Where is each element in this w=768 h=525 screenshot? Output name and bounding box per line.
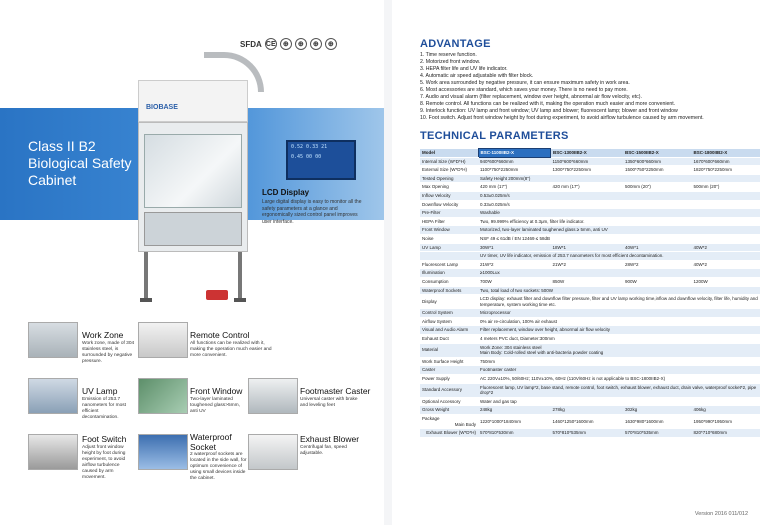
spec-value: [478, 343, 760, 357]
spec-row: [420, 269, 760, 278]
spec-row: [420, 366, 760, 375]
spec-value: 18W*1: [551, 243, 624, 252]
feature-title: Waterproof Socket: [190, 432, 232, 452]
brand-logo: BIOBASE: [146, 104, 178, 111]
spec-row: [420, 415, 760, 429]
spec-value: 1630*980*1600mm: [623, 415, 691, 429]
spec-value: 570*810*535mm: [623, 429, 691, 438]
spec-value: 420 mm (17"): [478, 183, 551, 192]
spec-row: [420, 226, 760, 235]
spec-value: [478, 191, 760, 200]
spec-label: Material: [420, 343, 478, 357]
spec-value: [478, 383, 760, 397]
cert-mark-1: ⊕: [280, 38, 292, 50]
product-title-line: Biological Safety: [28, 155, 132, 171]
spec-row: [420, 429, 760, 438]
cert-mark-2: ⊕: [295, 38, 307, 50]
caster-foot: [140, 298, 152, 302]
spec-label: Waterproof Sockets: [420, 286, 478, 295]
spec-row: [420, 149, 760, 158]
spec-row: [420, 375, 760, 384]
spec-value: 40W*2: [691, 260, 760, 269]
spec-row: [420, 157, 760, 166]
spec-label: Max Opening: [420, 183, 478, 192]
spec-value: BSC-1100IIB2-X: [478, 149, 551, 158]
spec-value: 406kg: [691, 406, 760, 415]
work-zone-panel: [144, 212, 242, 246]
spec-label: Airflow System: [420, 317, 478, 326]
spec-value: [478, 269, 760, 278]
advantage-item: 2. Motorized front window.: [420, 59, 481, 65]
front-window-photo: [138, 378, 188, 414]
spec-value: 850W: [551, 277, 624, 286]
uv-lamp-photo: [28, 378, 78, 414]
spec-value-line: Footmaster caster: [480, 367, 517, 373]
spec-value: 21W*2: [478, 260, 551, 269]
advantage-item: 8. Remote control. All functions can be realized with it, making the operation much easier and more convenient.: [420, 101, 676, 107]
advantage-item: 5. Work area surrounded by negative pressure, it can ensure maximum safety in work area.: [420, 80, 630, 86]
spec-value: 21W*2: [551, 260, 624, 269]
spec-value-line: 0% air re-circulation, 100% air exhaust: [480, 318, 558, 324]
feature-title: Foot Switch: [82, 434, 127, 444]
spec-label: Optional Accessory: [420, 397, 478, 406]
spec-value: 420 mm (17"): [551, 183, 624, 192]
certification-marks: [240, 38, 337, 50]
spec-label: Internal Size (W*D*H): [420, 157, 478, 166]
spec-value: [478, 317, 760, 326]
spec-row: [420, 243, 760, 252]
work-zone-photo: [28, 322, 78, 358]
advantage-item: 1. Time reserve function.: [420, 52, 477, 58]
advantage-heading: ADVANTAGE: [420, 38, 491, 50]
spec-row: [420, 209, 760, 218]
spec-value: 1300*750*2250mm: [551, 166, 624, 175]
spec-row: [420, 174, 760, 183]
cert-mark-3: ⊕: [310, 38, 322, 50]
feature-title: Remote Control: [190, 330, 250, 340]
foot-switch-photo: [28, 434, 78, 470]
lcd-description: Large digital display is easy to monitor all the safety parameters at a glance and ergonomically sized control panel improves user interface.: [262, 199, 362, 225]
spec-row: [420, 200, 760, 209]
spec-value: 570*810*535mm: [551, 429, 624, 438]
product-title-line: Cabinet: [28, 172, 77, 188]
spec-value: 1150*600*660mm: [551, 157, 624, 166]
spec-value-line: Main Body: Cold-rolled steel with anti-bacteria powder coating: [480, 350, 604, 356]
spec-value: 278kg: [551, 406, 624, 415]
spec-value-line: Two, 99.999% efficiency at 0.3μm, filter life indicator.: [480, 218, 585, 224]
spec-row: [420, 309, 760, 318]
spec-label: Standard Accessory: [420, 383, 478, 397]
spec-label: UV Lamp: [420, 243, 478, 252]
spec-value-line: Fluorescent lamp, UV lamp*2, base stand, remote control, foot switch, exhaust blower, exhaust duct, drain valve, waterproof socket*2, pipe drop*2: [480, 384, 757, 396]
advantage-item: 7. Audio and visual alarm (filter replacement, window over height, abnormal air flow velocity, etc).: [420, 94, 642, 100]
spec-value: [478, 357, 760, 366]
spec-table: [420, 148, 760, 438]
spec-row: [420, 286, 760, 295]
spec-value: [478, 335, 760, 344]
exhaust-blower-photo: [248, 434, 298, 470]
caster-foot: [234, 298, 246, 302]
spec-label: [420, 429, 478, 438]
spec-label: Pre-Filter: [420, 209, 478, 218]
spec-value: 700W: [478, 277, 551, 286]
spec-label: [420, 252, 478, 261]
feature-desc: Universal caster with brake and leveling feet: [300, 397, 358, 408]
advantage-item: 3. HEPA filter life and UV life indicator.: [420, 66, 508, 72]
spec-value: 30W*1: [478, 243, 551, 252]
spec-value: 1670*600*660mm: [691, 157, 760, 166]
spec-label: Work Surface Height: [420, 357, 478, 366]
spec-value: 1200W: [691, 277, 760, 286]
cabinet-top: [138, 80, 248, 122]
feature-title: UV Lamp: [82, 386, 118, 396]
spec-value: [478, 174, 760, 183]
spec-label: Tested Opening: [420, 174, 478, 183]
spec-row: [420, 260, 760, 269]
spec-label: Exhaust Duct: [420, 335, 478, 344]
spec-value: [478, 326, 760, 335]
spec-label: Power Supply: [420, 375, 478, 384]
spec-label: Display: [420, 295, 478, 309]
feature-title: Footmaster Caster: [300, 386, 371, 396]
spec-label: Consumption: [420, 277, 478, 286]
cabinet-leg: [144, 252, 148, 300]
feature-desc: Work zone, made of 304 stainless steel, is surrounded by negative pressure.: [82, 341, 135, 364]
spec-value-line: Two, total load of two sockets: 500W: [480, 287, 554, 293]
caster-photo: [248, 378, 298, 414]
spec-row: [420, 335, 760, 344]
spec-value: [478, 200, 760, 209]
spec-value-line: 750mm: [480, 358, 496, 364]
spec-value-line: Safety Height 200mm(8"): [480, 175, 531, 181]
spec-label: Illumination: [420, 269, 478, 278]
spec-value: [478, 366, 760, 375]
spec-value: [478, 397, 760, 406]
spec-row: [420, 406, 760, 415]
spec-label: External Size (W*D*H): [420, 166, 478, 175]
feature-desc: Two-layer laminated toughened glass>5mm, anti UV: [190, 397, 240, 414]
spec-value: 1500*750*2250mm: [623, 166, 691, 175]
spec-value: 40W*1: [623, 243, 691, 252]
spec-value: [478, 209, 760, 218]
spec-value: 1350*600*660mm: [623, 157, 691, 166]
feature-desc: Adjust front window height by foot during experiment, to avoid airflow turbulence caused by arm movement.: [82, 445, 126, 480]
spec-value-line: Filter replacement, window over height, abnormal air flow velocity: [480, 327, 611, 333]
spec-value: 500mm (20"): [691, 183, 760, 192]
spec-label: Noise: [420, 234, 478, 243]
spec-value: [478, 217, 760, 226]
feature-desc: All functions can be realized with it, making the operation much easier and more convenient.: [190, 341, 272, 358]
spec-value-line: 0.33±0.025m/s: [480, 201, 510, 207]
spec-value: 940*600*660mm: [478, 157, 551, 166]
front-window-glass: [144, 134, 242, 208]
spec-value: 500mm (20"): [623, 183, 691, 192]
spec-value: [478, 375, 760, 384]
spec-value: [478, 286, 760, 295]
sfda-mark: SFDA: [240, 39, 262, 49]
spec-sublabel: Exhaust Blower (W*D*H): [426, 430, 476, 436]
spec-value: 1100*750*2250mm: [478, 166, 551, 175]
spec-value: [478, 309, 760, 318]
advantage-item: 9. Interlock function: UV lamp and front window; UV lamp and blower; fluorescent lamp; blower and front window: [420, 108, 678, 114]
spec-label: Gross Weight: [420, 406, 478, 415]
lcd-readout: 0.45 00 00: [291, 154, 322, 160]
spec-value: 570*810*530mm: [478, 429, 551, 438]
spec-row: [420, 166, 760, 175]
spec-label: Package Main Body: [420, 415, 478, 429]
version-footer: Version 2016 011/012: [694, 511, 748, 517]
spec-row: [420, 191, 760, 200]
spec-row-note: [420, 252, 760, 261]
advantage-item: 6. Most accessories are standard, which saves your money. There is no need to pay more.: [420, 87, 628, 93]
foot-switch-pedal: [206, 290, 228, 300]
spec-value: 1220*1000*1840mm: [478, 415, 551, 429]
spec-label: Caster: [420, 366, 478, 375]
spec-row: [420, 183, 760, 192]
spec-value-line: LCD display: exhaust filter and downflow filter pressure, filter and UV lamp working time,inflow and downflow velocity, filter life, humidity and temperature, system working time etc.: [480, 296, 758, 307]
advantage-item: 10. Foot switch. Adjust front window height by foot during experiment, to avoid airflow turbulence caused by arm movement.: [420, 115, 704, 121]
feature-desc: Centrifugal fan, speed adjustable.: [300, 445, 347, 456]
spec-row: [420, 217, 760, 226]
spec-row: [420, 277, 760, 286]
spec-value-line: NSF 49 ≤ 61dB / EN 12469 ≤ 58dB: [480, 235, 550, 241]
spec-row: [420, 343, 760, 357]
spec-label: Inflow Velocity: [420, 191, 478, 200]
cert-mark-4: ⊕: [325, 38, 337, 50]
spec-value: BSC-1500IIB2-X: [623, 149, 691, 158]
right-page: [392, 0, 768, 525]
spec-label: Fluorescent Lamp: [420, 260, 478, 269]
lcd-screen: [286, 140, 356, 180]
cabinet-illustration: [128, 52, 258, 304]
spec-value-line: Washable: [480, 210, 500, 216]
feature-title: Work Zone: [82, 330, 124, 340]
technical-parameters-heading: TECHNICAL PARAMETERS: [420, 130, 569, 142]
spec-row: [420, 397, 760, 406]
spec-note: UV timer, UV life indicator, emission of 253.7 nanometers for most efficient decontamination.: [478, 252, 760, 261]
feature-desc: Emission of 253.7 nanometers for most efficient decontamination.: [82, 397, 126, 420]
spec-label: Control System: [420, 309, 478, 318]
advantage-list: [420, 52, 760, 122]
advantage-item: 4. Automatic air speed adjustable with filter block.: [420, 73, 534, 79]
spec-label: Downflow Velocity: [420, 200, 478, 209]
spec-value-line: ≥1000Lux: [480, 270, 500, 276]
spec-label: Visual and Audio Alarm: [420, 326, 478, 335]
spec-value: [478, 234, 760, 243]
spec-value: 1950*990*1950mm: [691, 415, 760, 429]
spec-value-line: 4 meters PVC duct, Diameter:300mm: [480, 336, 555, 342]
spec-value: BSC-1300IIB2-X: [551, 149, 624, 158]
spec-value-line: Microprocessor: [480, 310, 511, 316]
waterproof-socket-photo: [138, 434, 188, 470]
lcd-title: LCD Display: [262, 188, 310, 197]
spec-value: BSC-1800IIB2-X: [691, 149, 760, 158]
spec-value: 302kg: [623, 406, 691, 415]
spec-value: [478, 295, 760, 309]
spec-value: 1460*1250*1600mm: [551, 415, 624, 429]
product-title-line: Class II B2: [28, 138, 96, 154]
spec-value: 820*710*680mm: [691, 429, 760, 438]
feature-title: Front Window: [190, 386, 243, 396]
spec-label: Front Window: [420, 226, 478, 235]
spec-row: [420, 357, 760, 366]
spec-row: [420, 295, 760, 309]
spec-label: Model: [420, 149, 478, 158]
spec-value: 28W*2: [623, 260, 691, 269]
ce-mark: CE: [265, 38, 277, 50]
spec-row: [420, 383, 760, 397]
spec-row: [420, 317, 760, 326]
remote-control-photo: [138, 322, 188, 358]
spec-value: [478, 226, 760, 235]
spec-sublabel: Main Body: [454, 421, 476, 427]
feature-desc: 2 waterproof sockets are located in the side wall, for optimum convenience of using small devices inside the cabinet.: [190, 452, 247, 481]
spec-row: [420, 326, 760, 335]
spec-value-line: Water and gas tap: [480, 398, 517, 404]
spec-value: 900W: [623, 277, 691, 286]
product-title: [28, 138, 132, 189]
feature-title: Exhaust Blower: [300, 434, 360, 444]
lcd-readout: 0.52 0.33 21: [291, 144, 328, 150]
spec-value-line: AC 220V±10%, 50/60Hz; 110V±10%, 60Hz (110V/60Hz is not applicable to BSC-1800IIB2-X): [480, 376, 666, 382]
spec-value-line: Motorized, two-layer laminated toughened glass ≥ 5mm, anti UV: [480, 227, 608, 233]
spec-value: 248kg: [478, 406, 551, 415]
spec-value: 1820*750*2250mm: [691, 166, 760, 175]
spec-value-line: 0.53±0.025m/s: [480, 192, 510, 198]
spec-row: [420, 234, 760, 243]
spec-label: HEPA Filter: [420, 217, 478, 226]
spec-value: 40W*2: [691, 243, 760, 252]
spec-value-line: Work Zone: 304 stainless steel: [480, 344, 542, 350]
cabinet-leg: [238, 252, 242, 300]
